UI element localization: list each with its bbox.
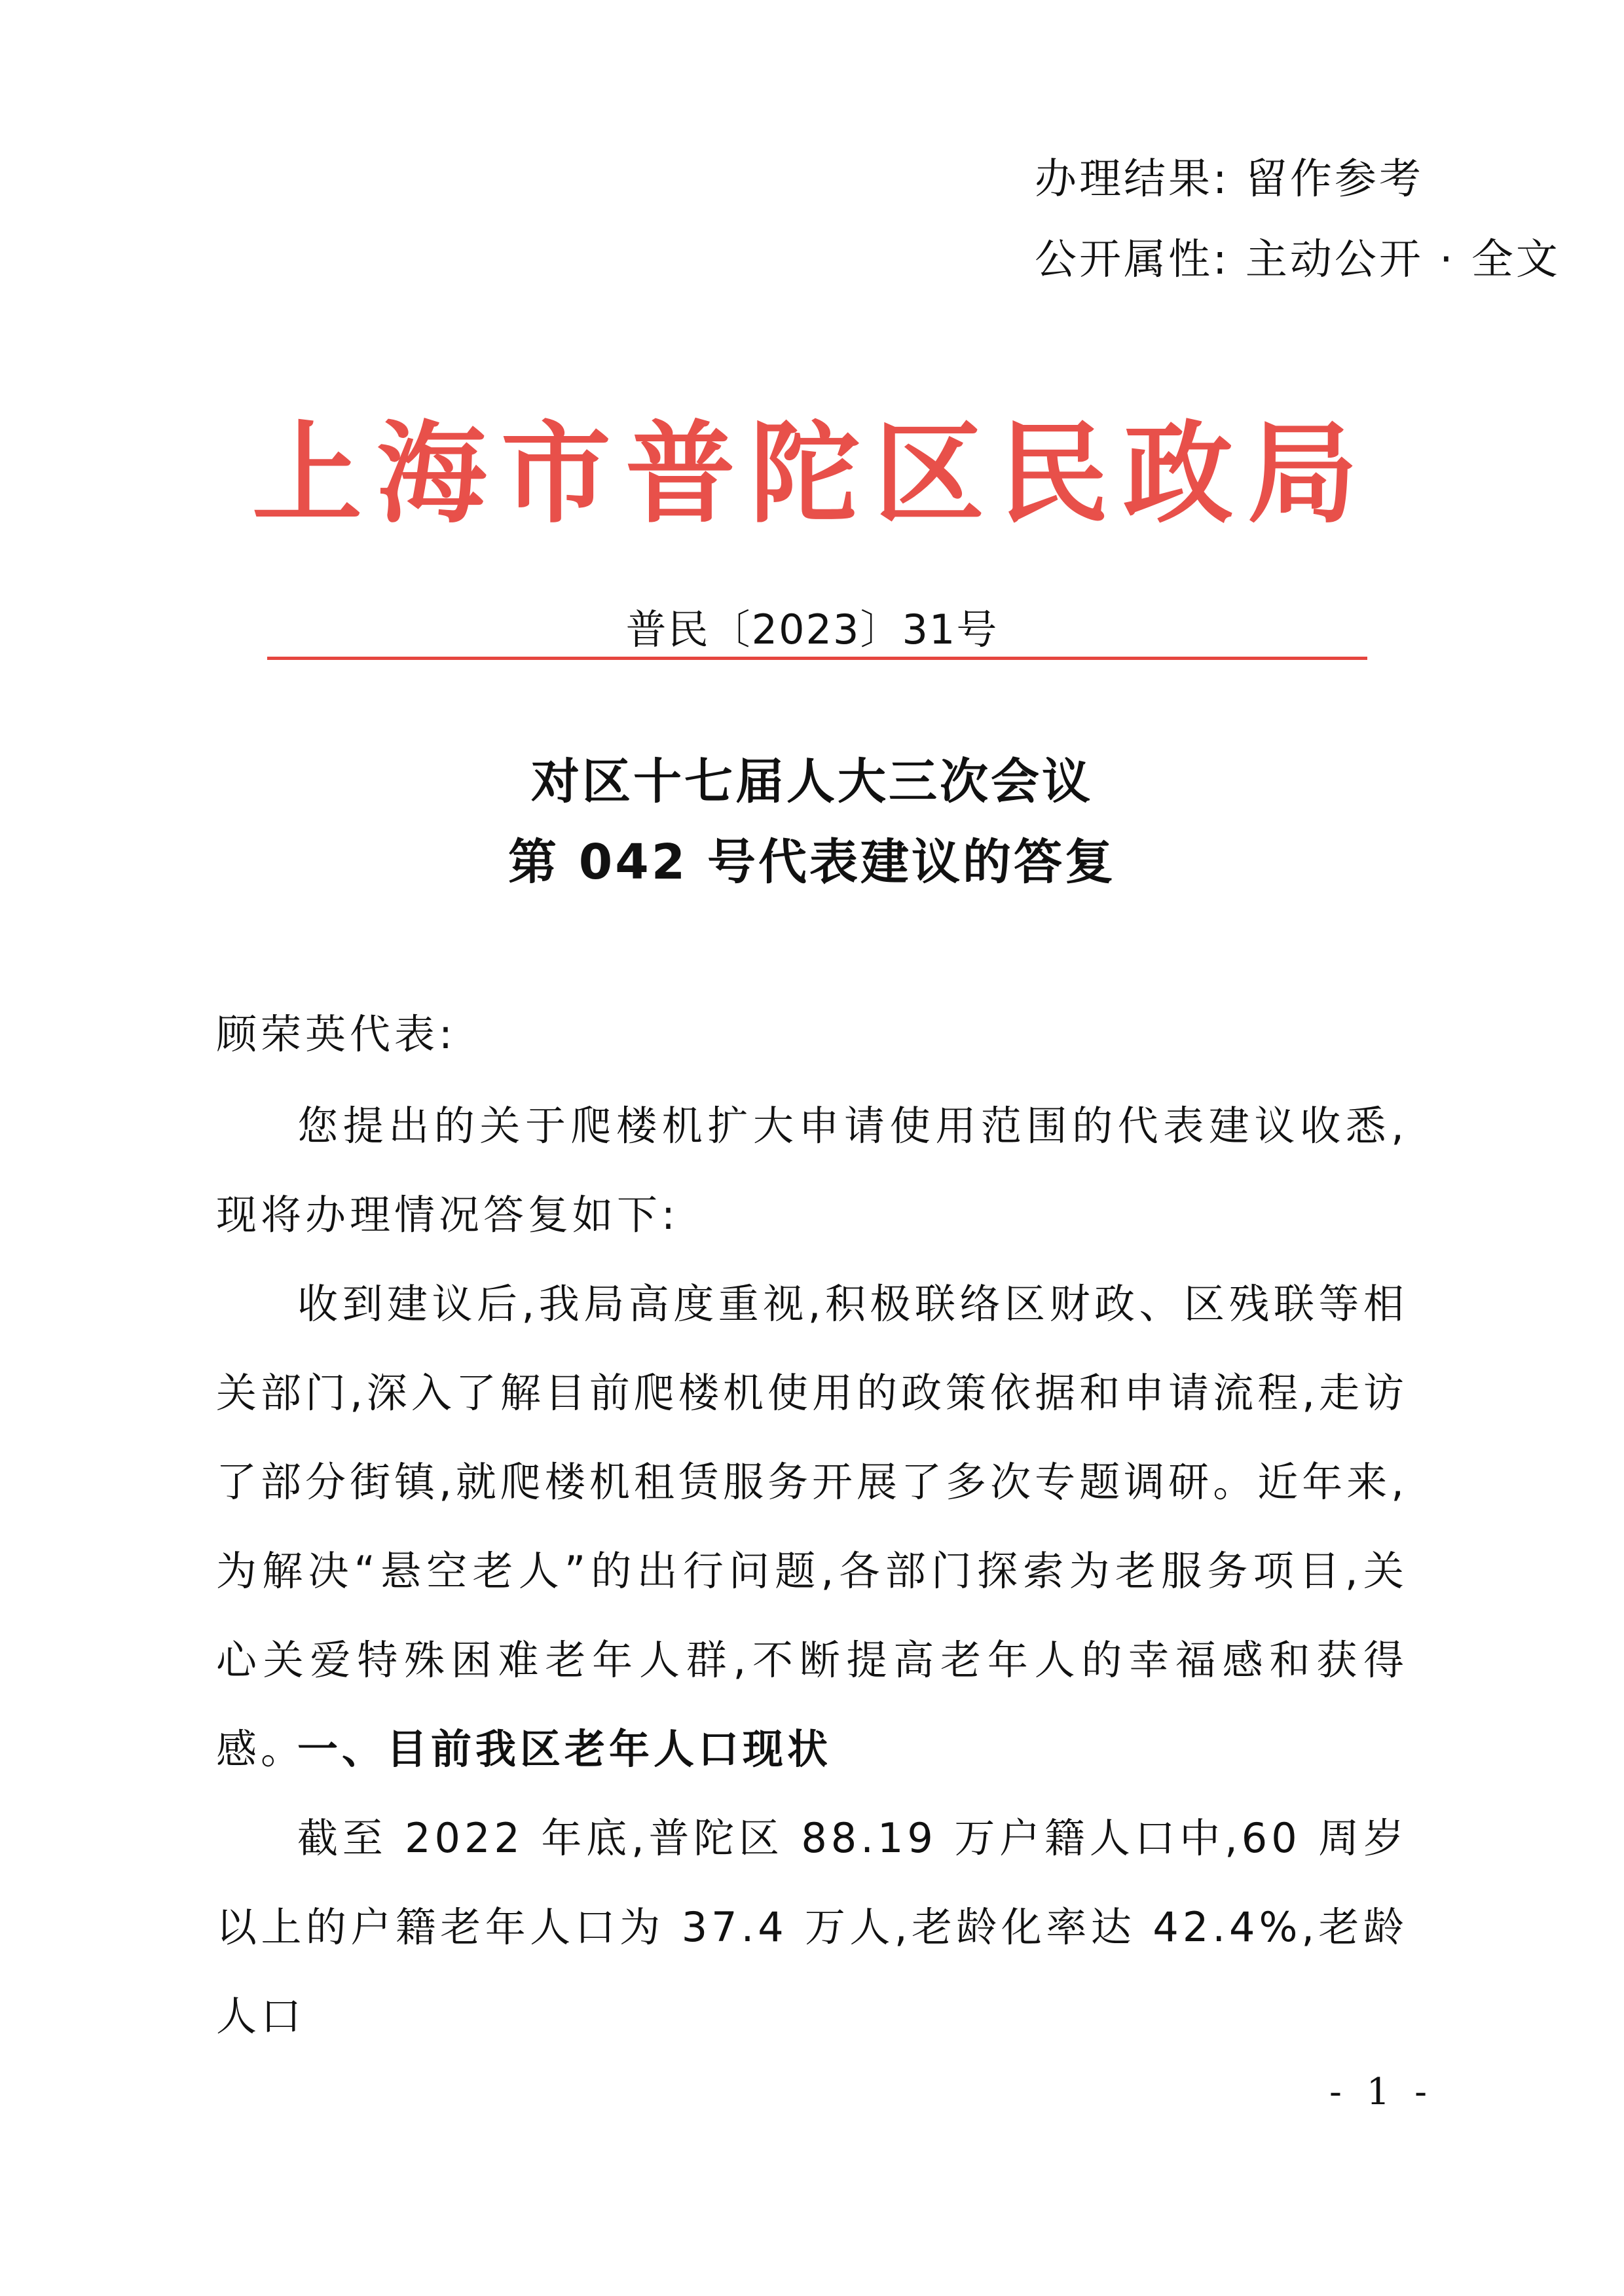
disclosure-label: 公开属性: (1035, 236, 1230, 284)
document-title-line2: 第 042 号代表建议的答复 (508, 834, 1116, 890)
salutation: 顾荣英代表: (216, 1010, 456, 1058)
section-paragraph (216, 1794, 1408, 2061)
paragraph-text: 收到建议后,我局高度重视,积极联络区财政、区残联等相关部门,深入了解目前爬楼机使用的政策依据和申请流程,走访了部分街镇,就爬楼机租赁服务开展了多次专题调研。近年来,为解决“悬空老人”的出行问题,各部门探索为老服务项目,关心关爱特殊困难老年人群,不断提高老年人的幸福感和获得感。 (216, 1280, 1408, 1773)
handling-result-value: 留作参考 (1245, 155, 1424, 204)
paragraph-text: 您提出的关于爬楼机扩大申请使用范围的代表建议收悉,现将办理情况答复如下: (216, 1102, 1408, 1239)
red-divider (267, 657, 1367, 660)
page-number: - 1 - (1329, 2071, 1434, 2113)
disclosure-line (1035, 226, 1560, 286)
handling-result-line (1035, 145, 1424, 206)
paragraph-text: 截至 2022 年底,普陀区 88.19 万户籍人口中,60 周岁以上的户籍老年人口为 37.4 万人,老龄化率达 42.4%,老龄人口 (216, 1814, 1408, 2040)
disclosure-value: 主动公开 · 全文 (1245, 236, 1560, 284)
section-heading-text: 一、目前我区老年人口现状 (297, 1725, 832, 1773)
document-title-line1: 对区十七届人大三次会议 (531, 754, 1093, 810)
handling-result-label: 办理结果: (1035, 155, 1230, 204)
document-number: 普民〔2023〕31号 (625, 606, 999, 653)
section-heading (216, 1705, 1408, 1794)
issuing-organization: 上海市普陀区民政局 (252, 409, 1372, 538)
body-paragraph-1 (216, 1082, 1408, 1260)
